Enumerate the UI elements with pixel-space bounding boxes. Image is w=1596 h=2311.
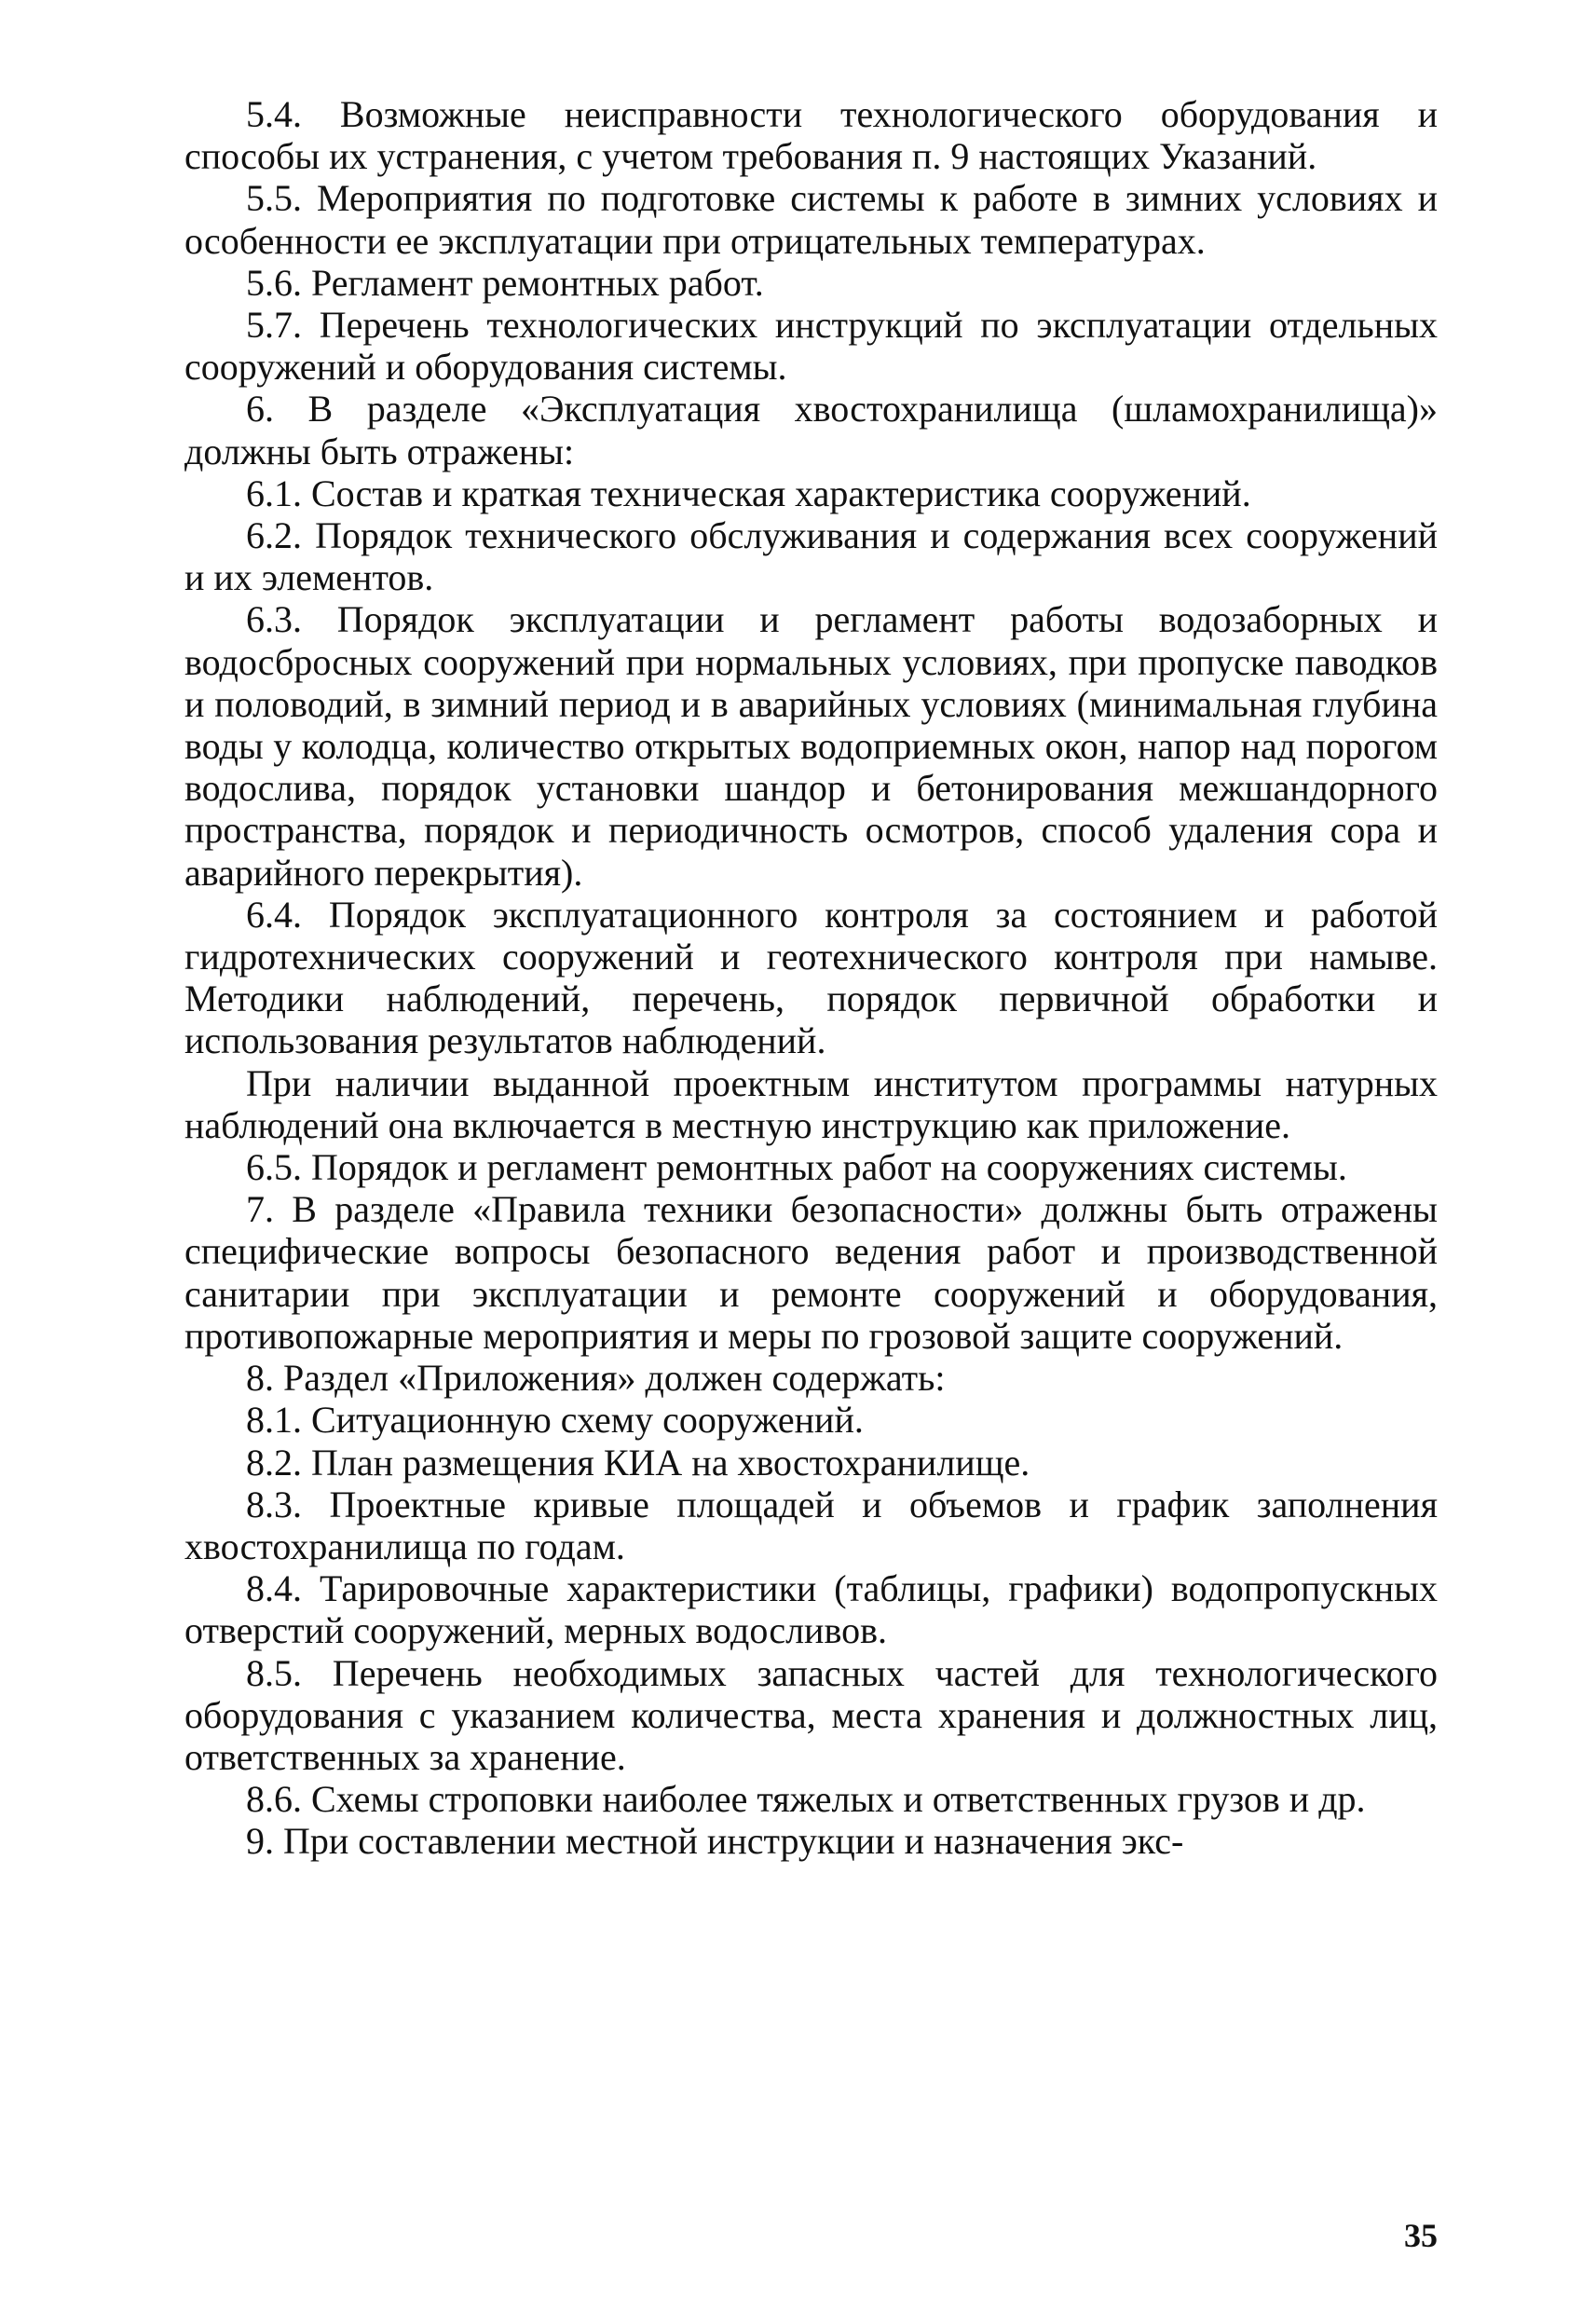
page-number: 35 xyxy=(1404,2217,1438,2254)
paragraph-8-3: 8.3. Проектные кривые площадей и объемов и график заполнения хвостохранилища по годам. xyxy=(184,1483,1438,1567)
paragraph-6-4: 6.4. Порядок эксплуатационного контроля за состоянием и работой гидротехнических сооружений и геотехнического контроля при намыве. Методики наблюдений, перечень, порядок первичной обработки и использования результатов наблюдений. xyxy=(184,893,1438,1062)
paragraph-6-4-note: При наличии выданной проектным институтом программы натурных наблюдений она включается в местную инструкцию как приложение. xyxy=(184,1061,1438,1146)
paragraph-6-5: 6.5. Порядок и регламент ремонтных работ на сооружениях системы. xyxy=(246,1146,1347,1189)
paragraph-8-2: 8.2. План размещения КИА на хвостохранилище. xyxy=(246,1441,1030,1484)
paragraph-5-6: 5.6. Регламент ремонтных работ. xyxy=(246,261,764,304)
page-body xyxy=(184,93,1438,1863)
paragraph-6: 6. В разделе «Эксплуатация хвостохранилища (шламохранилища)» должны быть отражены: xyxy=(184,388,1438,472)
paragraph-7: 7. В разделе «Правила техники безопасности» должны быть отражены специфические вопросы безопасного ведения работ и производственной санитарии при эксплуатации и ремонте сооружений и оборудования, противопожарные мероприятия и меры по грозовой защите сооружений. xyxy=(184,1188,1438,1357)
paragraph-8-5: 8.5. Перечень необходимых запасных частей для технологического оборудования с указанием количества, места хранения и должностных лиц, ответственных за хранение. xyxy=(184,1651,1438,1778)
paragraph-8-4: 8.4. Тарировочные характеристики (таблицы, графики) водопропускных отверстий сооружений, мерных водосливов. xyxy=(184,1567,1438,1652)
paragraph-8-1: 8.1. Ситуационную схему сооружений. xyxy=(246,1399,864,1442)
paragraph-5-7: 5.7. Перечень технологических инструкций по эксплуатации отдельных сооружений и оборудования системы. xyxy=(184,304,1438,389)
paragraph-5-5: 5.5. Мероприятия по подготовке системы к работе в зимних условиях и особенности ее эксплуатации при отрицательных температурах. xyxy=(184,177,1438,262)
paragraph-8-6: 8.6. Схемы строповки наиболее тяжелых и ответственных грузов и др. xyxy=(246,1778,1366,1821)
paragraph-9: 9. При составлении местной инструкции и назначения экс- xyxy=(246,1820,1184,1863)
paragraph-6-2: 6.2. Порядок технического обслуживания и содержания всех сооружений и их элементов. xyxy=(184,514,1438,599)
paragraph-5-4: 5.4. Возможные неисправности технологического оборудования и способы их устранения, с учетом требования п. 9 настоящих Указаний. xyxy=(184,93,1438,178)
paragraph-6-1: 6.1. Состав и краткая техническая характеристика сооружений. xyxy=(246,472,1251,514)
paragraph-6-3: 6.3. Порядок эксплуатации и регламент работы водозаборных и водосбросных сооружений при нормальных условиях, при пропуске паводков и половодий, в зимний период и в аварийных условиях (минимальная глубина воды у колодца, количество открытых водоприемных окон, напор над порогом водослива, порядок установки шандор и бетонирования межшандорного пространства, порядок и периодичность осмотров, способ удаления сора и аварийного перекрытия). xyxy=(184,598,1438,894)
paragraph-8: 8. Раздел «Приложения» должен содержать: xyxy=(246,1357,946,1400)
